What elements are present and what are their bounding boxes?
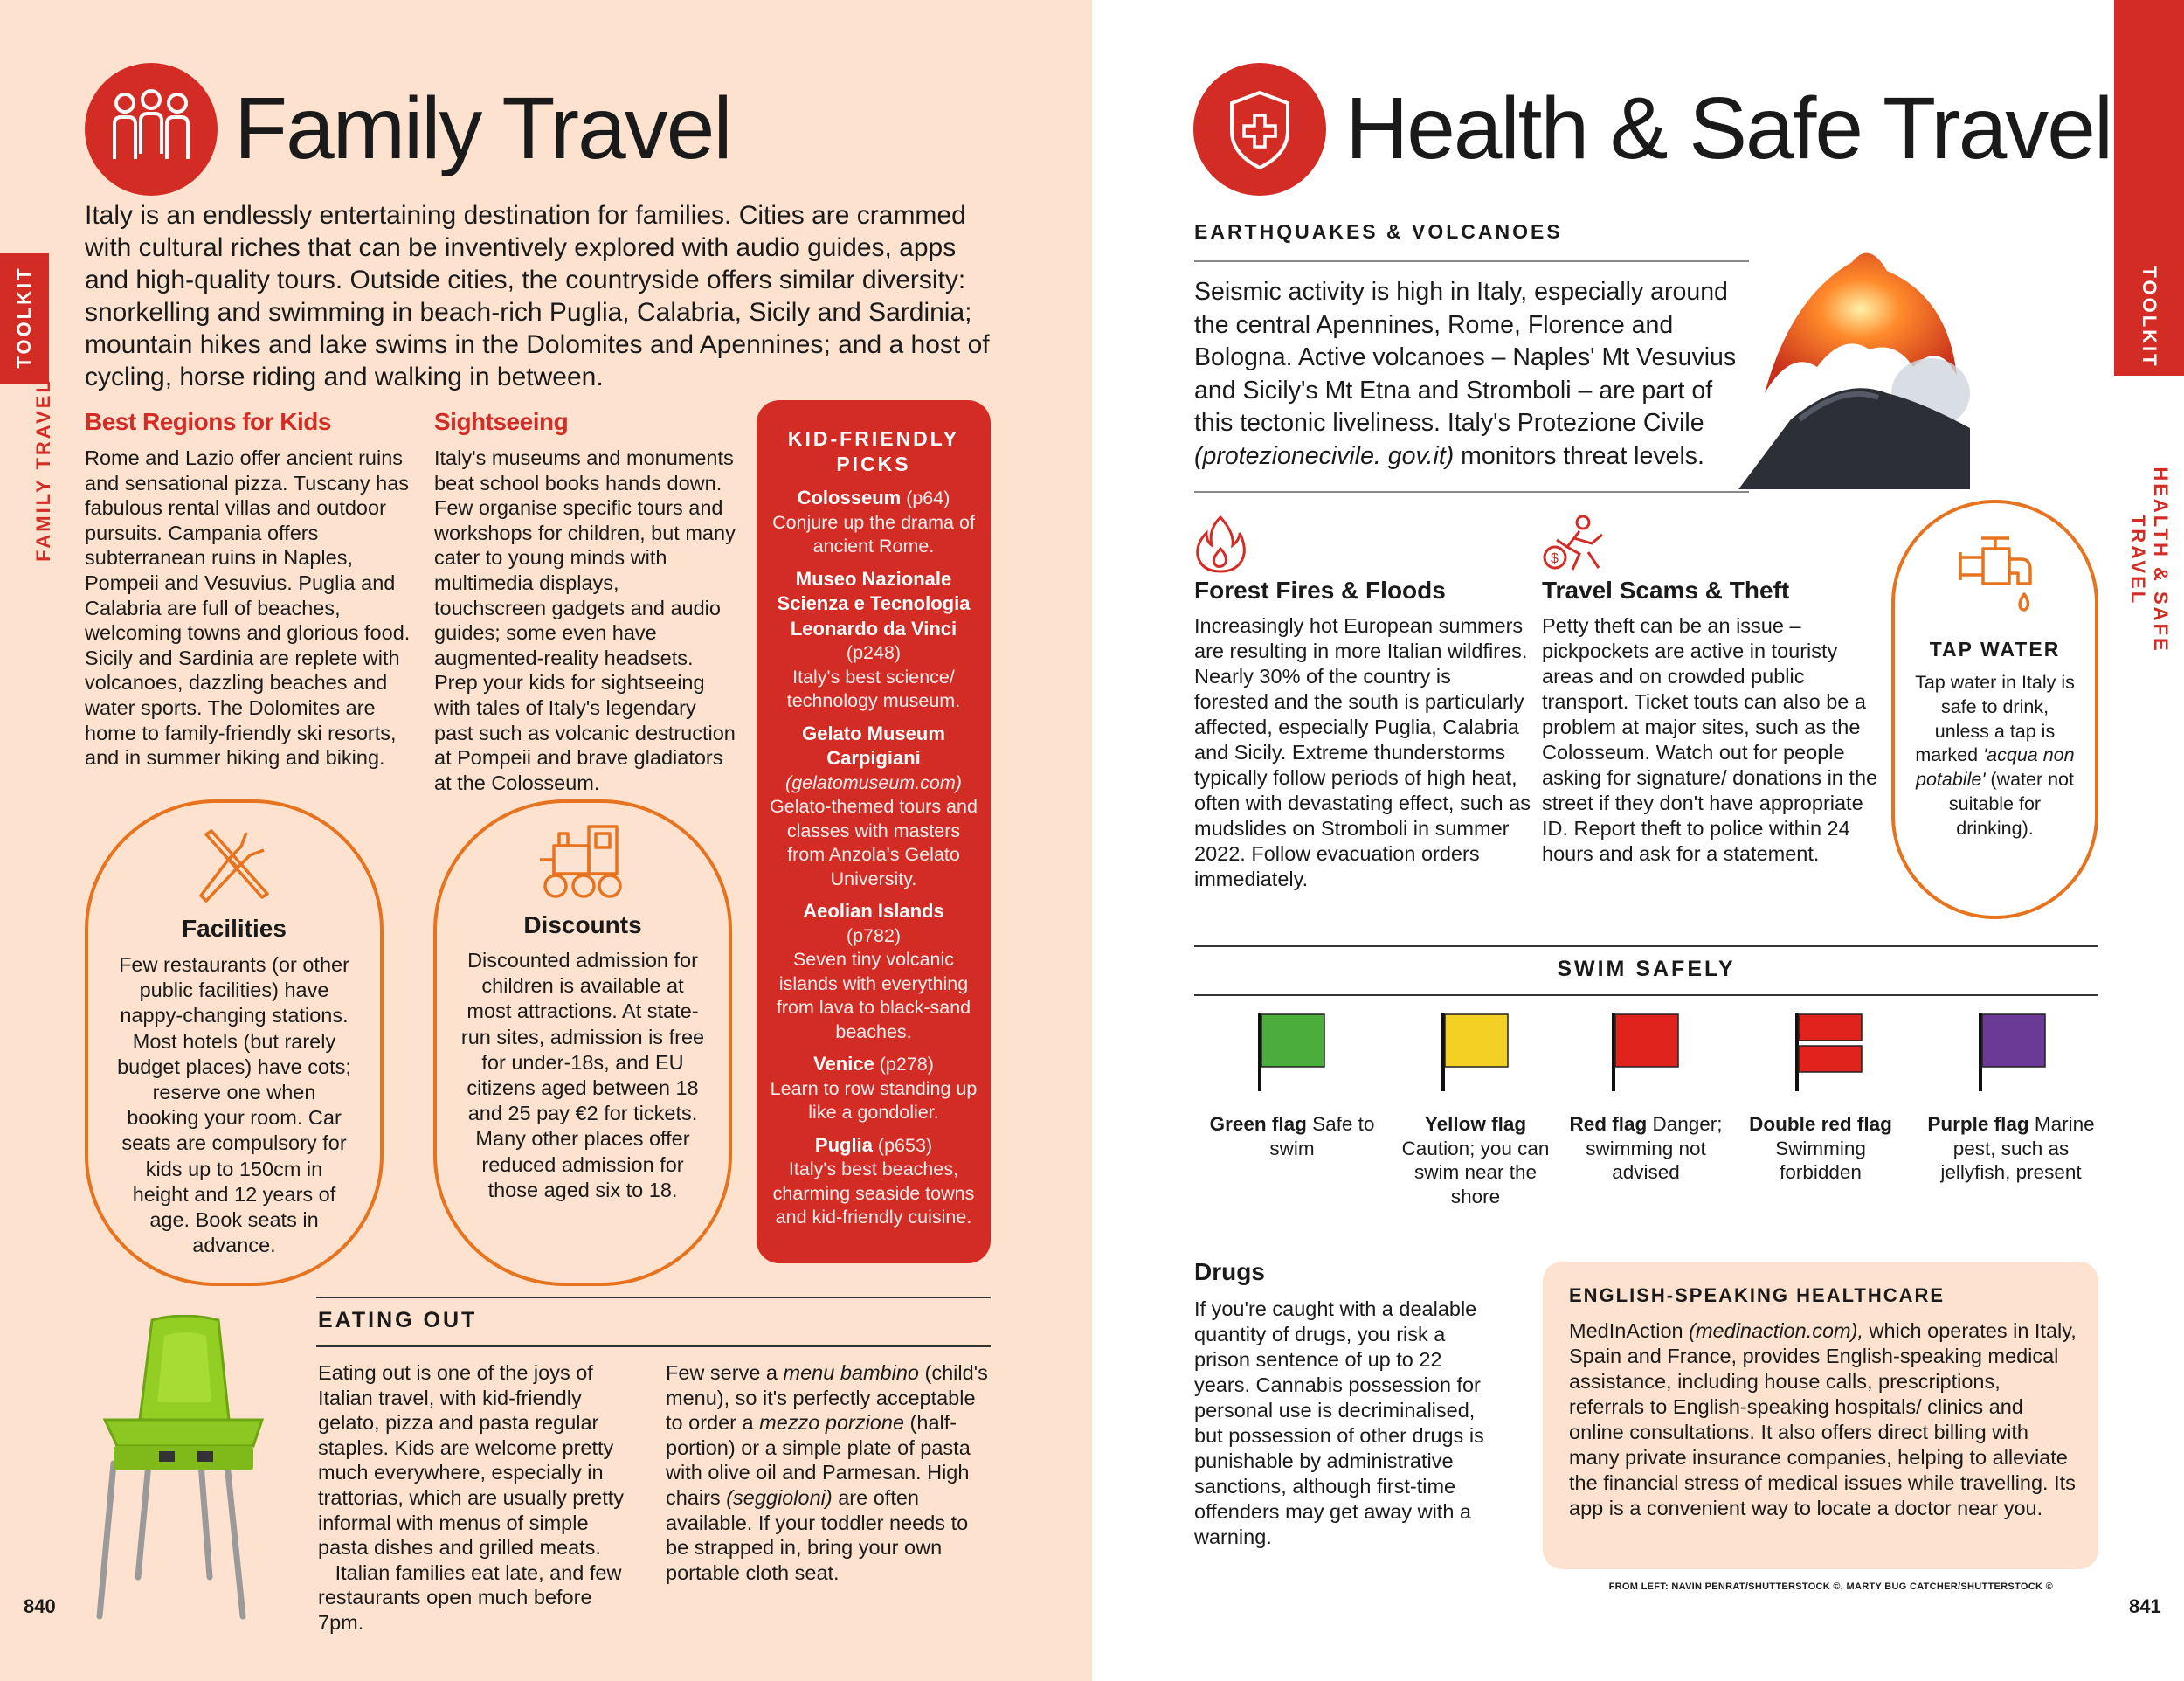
eating-out-rule-top bbox=[316, 1297, 991, 1298]
eating-col1-text: Eating out is one of the joys of Italian travel, with kid-friendly gelato, pizza and pasta regular staples. Kids are welcome pretty much everywhere, especially in trattorias, which are usually pretty informal with menus of simple pasta dishes and grilled meats. bbox=[318, 1361, 625, 1560]
page-number-right: 841 bbox=[2129, 1595, 2161, 1617]
fires-text: Increasingly hot European summers are resulting in more Italian wildfires. Nearly 30% of the country is forested and the south is particularly affected, especially Puglia, Calabria and Sicily. Extreme thunderstorms typically follow periods of high heat, often with devastating effect, such as mudslides on Stromboli in summer 2022. Follow evacuation orders immediately. bbox=[1194, 614, 1531, 890]
discounts-text: Discounted admission for children is available at most attractions. At state-run sites, admission is free for under-18s, and EU citizens aged between 18 and 25 pay €2 for tickets. Many other places offer reduced admission for those aged six to 18. bbox=[460, 949, 705, 1201]
volcano-image bbox=[1738, 245, 1970, 498]
sightseeing-text: Italy's museums and monuments beat school books hands down. Few organise specific tours and workshops for children, but many cater to young minds with multimedia displays, touchscreen gadgets and audio guides; some even have augmented-reality headsets. Prep your kids for sightseeing with tales of Italy's legendary past such as volcanic destruction at Pompeii and brave gladiators at the Colosseum. bbox=[434, 446, 736, 794]
regions-text: Rome and Lazio offer ancient ruins and sensational pizza. Tuscany has fabulous rental villas and outdoor pursuits. Campania offers subterranean ruins in Naples, Pompeii and Vesuvius. Puglia and Calabria are full of beaches, welcoming towns and glorious food. Sicily and Sardinia are replete with volcanoes, dazzling beaches and water sports. The Dolomites are home to family-friendly ski resorts, and in summer hiking and biking. bbox=[85, 446, 411, 770]
regions-heading: Best Regions for Kids bbox=[85, 408, 331, 435]
pick-item: Aeolian Islands (p782) Seven tiny volcanic islands with everything from lava to black-sand beaches. bbox=[776, 900, 971, 1042]
healthcare-text: MedInAction (medinaction.com), which operates in Italy, Spain and France, provides English-speaking medical assistance, including house calls, prescriptions, referrals to English-speaking hospitals/ clinics and online consultations. It also offers direct billing with many private insurance companies, helping to alleviate the financial stress of medical issues while travelling. Its app is a convenient way to locate a doctor near you. bbox=[1569, 1319, 2077, 1519]
facilities-text: Few restaurants (or other public facilities) have nappy-changing stations. Most hotels (but rarely budget places) have cots; reserve one when booking your room. Car seats are compulsory for kids up to 150cm in height and 12 years of age. Book seats in advance. bbox=[117, 953, 351, 1257]
discounts-heading: Discounts bbox=[523, 911, 642, 938]
eating-out-col1 bbox=[318, 1360, 641, 1636]
swim-flags bbox=[1194, 1009, 2098, 1096]
high-chair-image bbox=[87, 1315, 288, 1625]
tap-water-text: Tap water in Italy is safe to drink, unless a tap is marked 'acqua non potabile' (water not suitable for drinking). bbox=[1915, 672, 2075, 839]
swim-flag-0 bbox=[1260, 1013, 1324, 1091]
right-page bbox=[1092, 0, 2184, 1681]
swim-flag-3 bbox=[1797, 1013, 1862, 1091]
fires-heading: Forest Fires & Floods bbox=[1194, 577, 1446, 604]
swim-rule-bottom bbox=[1194, 994, 2098, 996]
flag-caption-yellow: Yellow flag Caution; you can swim near the shore bbox=[1401, 1113, 1550, 1207]
pickpocket-icon bbox=[1541, 514, 1607, 575]
flag-caption-purple: Purple flag Marine pest, such as jellyfish, present bbox=[1927, 1113, 2095, 1183]
pick-item: Gelato Museum Carpigiani (gelatomuseum.com) Gelato-themed tours and classes with masters from Anzola's Gelato University. bbox=[770, 722, 978, 889]
cutlery-icon bbox=[194, 826, 274, 906]
toolkit-tab-label: TOOLKIT bbox=[13, 266, 35, 369]
train-icon bbox=[536, 821, 629, 902]
photo-credits: FROM LEFT: NAVIN PENRAT/SHUTTERSTOCK ©, MARTY BUG CATCHER/SHUTTERSTOCK © bbox=[1608, 1581, 2053, 1592]
svg-text:$: $ bbox=[1551, 551, 1559, 566]
eating-out-heading: EATING OUT bbox=[318, 1308, 478, 1332]
flag-caption-double-red: Double red flag Swimming forbidden bbox=[1749, 1113, 1892, 1183]
intro-paragraph: Italy is an endlessly entertaining destination for families. Cities are crammed with cultural riches that can be inventively explored with audio guides, apps and high-quality tours. Outside cities, the countryside offers similar diversity: snorkelling and swimming in beach-rich Puglia, Calabria, Sicily and Sardinia; mountain hikes and lake swims in the Dolomites and Apennines; and a host of cycling, horse riding and walking in between. bbox=[85, 201, 990, 391]
page-number-left: 840 bbox=[24, 1595, 56, 1617]
tap-water-heading: TAP WATER bbox=[1929, 638, 2061, 661]
section-tab-label: FAMILY TRAVEL bbox=[32, 378, 54, 562]
scams-heading: Travel Scams & Theft bbox=[1542, 577, 1790, 604]
swim-flag-4 bbox=[1980, 1013, 2045, 1091]
pick-item: Venice (p278) Learn to row standing up like a gondolier. bbox=[770, 1053, 978, 1123]
swim-flag-2 bbox=[1614, 1013, 1678, 1091]
quakes-heading: EARTHQUAKES & VOLCANOES bbox=[1194, 220, 1563, 243]
quakes-rule-bottom bbox=[1194, 491, 1749, 493]
page-title: Family Travel bbox=[234, 80, 731, 177]
eating-col1b-text: Italian families eat late, and few restaurants open much before 7pm. bbox=[318, 1560, 622, 1634]
eating-out-col2: Few serve a menu bambino (child's menu), so it's perfectly acceptable to order a mezzo porzione (half-portion) or a simple plate of pasta with olive oil and Parmesan. High chairs (seggioloni) are often available. If your toddler needs to be strapped in, bring your own portable cloth seat. bbox=[666, 1361, 988, 1584]
swim-flag-1 bbox=[1443, 1013, 1508, 1091]
family-icon bbox=[85, 63, 218, 196]
shield-icon bbox=[1193, 63, 1326, 196]
section-tab-label: HEALTH & SAFE TRAVEL bbox=[2127, 467, 2172, 654]
toolkit-tab-label: TOOLKIT bbox=[2139, 266, 2160, 369]
drugs-heading: Drugs bbox=[1194, 1258, 1265, 1285]
sightseeing-heading: Sightseeing bbox=[434, 408, 569, 435]
eating-out-rule-bottom bbox=[316, 1345, 991, 1347]
drugs-text: If you're caught with a dealable quantity of drugs, you risk a prison sentence of up to 22 years. Cannabis possession for personal use is decriminalised, but possession of other drugs is punishable by administrative sanctions, although first-time offenders may get away with a warning. bbox=[1194, 1297, 1484, 1548]
pick-item: Museo Nazionale Scienza e Tecnologia Leonardo da Vinci (p248) Italy's best science/ technology museum. bbox=[777, 567, 971, 711]
page-title: Health & Safe Travel bbox=[1345, 80, 2112, 177]
pick-item: Puglia (p653) Italy's best beaches, charming seaside towns and kid-friendly cuisine. bbox=[772, 1133, 975, 1228]
healthcare-heading: ENGLISH-SPEAKING HEALTHCARE bbox=[1569, 1284, 1946, 1306]
scams-text: Petty theft can be an issue – pickpockets are active in touristy areas and on crowded public transport. Ticket touts can also be a problem at major sites, such as the Colosseum. Watch out for people asking for signature/ donations in the street if they don't have appropriate ID. Report theft to police within 24 hours and ask for a statement. bbox=[1542, 614, 1878, 865]
kid-friendly-box bbox=[757, 400, 991, 1263]
fire-icon bbox=[1194, 514, 1247, 575]
flag-caption-green: Green flag Safe to swim bbox=[1209, 1113, 1375, 1159]
swim-rule-top bbox=[1194, 945, 2098, 947]
quakes-text: Seismic activity is high in Italy, especially around the central Apennines, Rome, Florence and Bologna. Active volcanoes – Naples' Mt Vesuvius and Sicily's Mt Etna and Stromboli – are part of this tectonic liveliness. Italy's Protezione Civile (protezionecivile. gov.it) monitors threat levels. bbox=[1194, 278, 1737, 470]
tap-icon bbox=[1957, 533, 2035, 620]
facilities-heading: Facilities bbox=[182, 915, 287, 942]
swim-heading: SWIM SAFELY bbox=[1557, 957, 1736, 981]
pick-item: Colosseum (p64) Conjure up the drama of ancient Rome. bbox=[772, 487, 975, 557]
kid-friendly-title: KID-FRIENDLY PICKS bbox=[787, 427, 960, 475]
flag-caption-red: Red flag Danger; swimming not advised bbox=[1569, 1113, 1723, 1183]
quakes-rule bbox=[1194, 260, 1749, 262]
